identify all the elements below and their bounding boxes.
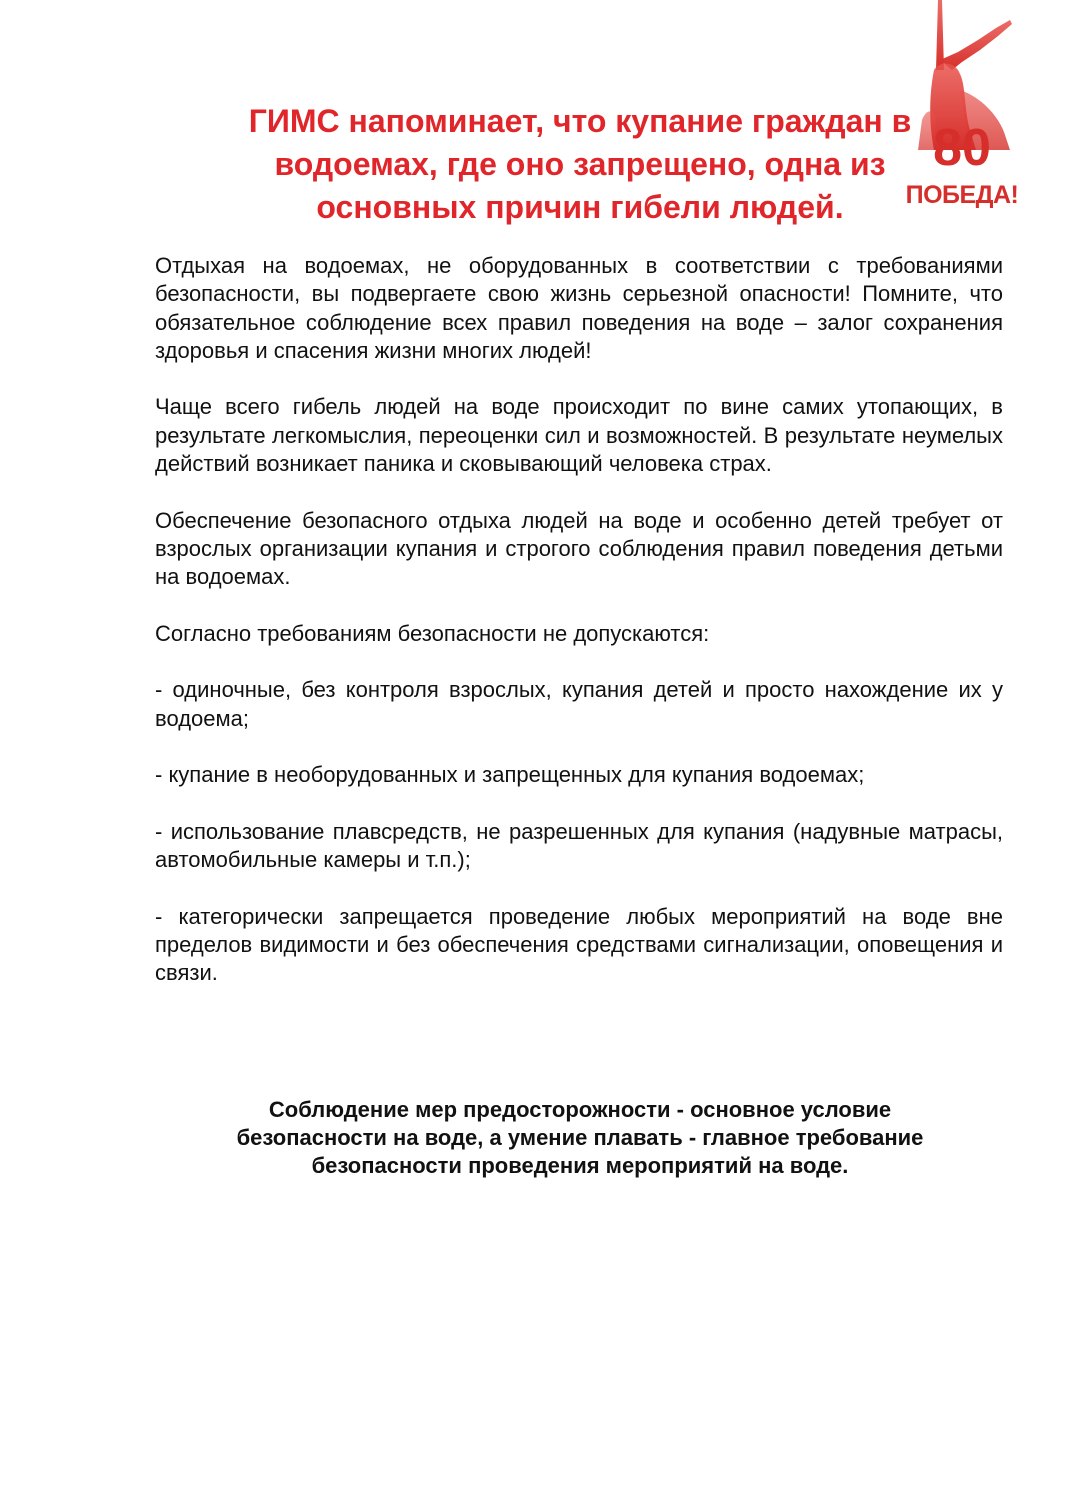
list-item: - использование плавсредств, не разрешенных для купания (надувные матрасы, автомобильные камеры и т.п.); (155, 818, 1003, 873)
paragraph: Отдыхая на водоемах, не оборудованных в соответствии с требованиями безопасности, вы подвергаете свою жизнь серьезной опасности! Помните, что обязательное соблюдение всех правил поведения на воде – залог сохранения здоровья и спасения жизни многих людей! (155, 253, 1003, 363)
paragraph: Чаще всего гибель людей на воде происходит по вине самих утопающих, в результате легкомыслия, переоценки сил и возможностей. В результате неумелых действий возникает паника и сковывающий человека страх. (155, 394, 1003, 477)
logo-number: 80 (933, 119, 991, 177)
conclusion-line: Соблюдение мер предосторожности - основное условие (268, 1097, 892, 1122)
title-line: основных причин гибели людей. (316, 189, 844, 225)
paragraph: Обеспечение безопасного отдыха людей на воде и особенно детей требует от взрослых организации купания и строгого соблюдения правил поведения детьми на водоемах. (155, 507, 1003, 590)
paragraph: Согласно требованиям безопасности не допускаются: (155, 620, 710, 646)
logo-word: ПОБЕДА! (905, 181, 1019, 209)
list-item: - купание в необорудованных и запрещенных для купания водоемах; (155, 762, 865, 788)
page-title (150, 100, 1010, 229)
list-item: - категорически запрещается проведение любых мероприятий на воде вне пределов видимости и без обеспечения средствами сигнализации, оповещения и связи. (155, 903, 1003, 986)
conclusion-line: безопасности на воде, а умение плавать - главное требование (236, 1125, 924, 1150)
document-body (155, 252, 1003, 1016)
conclusion-text (150, 1096, 1010, 1180)
list-item: - одиночные, без контроля взрослых, купания детей и просто нахождение их у водоема; (155, 677, 1003, 731)
title-line: водоемах, где оно запрещено, одна из (274, 146, 886, 182)
title-line: ГИМС напоминает, что купание граждан в (248, 103, 912, 139)
conclusion-line: безопасности проведения мероприятий на воде. (311, 1153, 849, 1178)
victory-80-logo (900, 0, 1020, 215)
